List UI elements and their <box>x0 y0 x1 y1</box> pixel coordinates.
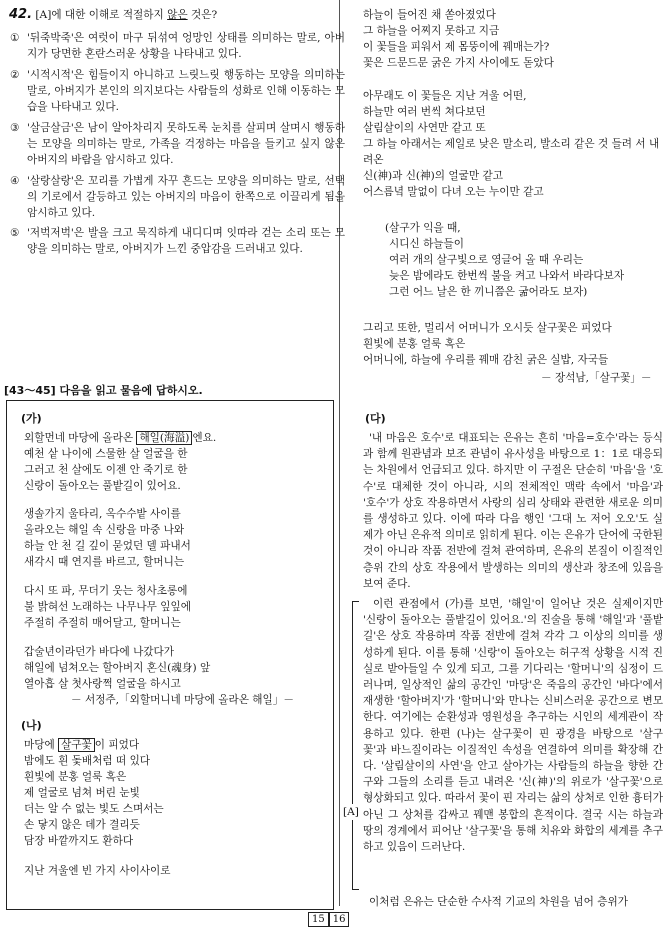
boxed-word-haeil: 해일(海溢) <box>136 431 192 445</box>
page-total: 16 <box>329 912 350 927</box>
poem-line: 흰빛에 분홍 얼룩 혹은 <box>24 771 127 783</box>
poem-line: 그러고 천 살에도 이젠 안 죽기로 한 <box>24 464 188 476</box>
question-number: 42. <box>9 7 33 22</box>
poem-line: (살구가 익을 때, <box>385 222 461 234</box>
page-indicator <box>308 912 349 928</box>
choice-text: '살랑살랑'은 꼬리를 가볍게 자꾸 흔드는 모양을 의미하는 말로, 선택의 기로에서 갈등하고 있는 아버지의 마음이 한쪽으로 이끌리게 됨을 암시하고 있다. <box>27 175 345 220</box>
poem-line: 갑술년이라던가 바다에 나갔다가 <box>24 646 175 658</box>
choice-4[interactable] <box>10 173 345 222</box>
choice-2[interactable] <box>10 67 345 116</box>
poem-line: 더는 알 수 없는 빛도 스며서는 <box>24 803 164 815</box>
poem-line: 신랑이 돌아오는 풀밭길이 있어요. <box>24 480 181 492</box>
poem-line: 시디신 하늘들이 <box>389 238 465 250</box>
bracket-label-a: [A] <box>343 804 359 820</box>
passage-box <box>6 400 334 910</box>
poem-line: 새각시 때 연지를 바르고, 할머니는 <box>24 556 185 568</box>
poem-line: 그 하늘을 어찌지 못하고 지금 <box>363 25 500 37</box>
poem-line: 예천 샅 나이에 스물한 살 얼굴을 한 <box>24 448 188 460</box>
question-stem <box>9 7 217 23</box>
choice-mark: ⑤ <box>10 227 20 239</box>
poem-line: 어스름녘 말없이 다녀 오는 누이만 같고 <box>363 186 544 198</box>
page-current: 15 <box>308 912 329 927</box>
label-na: (나) <box>21 719 42 732</box>
label-da: (다) <box>365 412 386 425</box>
paragraph-2: 이런 관점에서 (가)를 보면, '해일'이 일어난 것은 실제이지만 '신랑이 돌아오는 풀밭길이 있어요.'의 진술을 통해 '해일'과 '풀밭길'은 상호 작용하며 작품 전반에 걸쳐 각각 그 이상의 의미를 생성하게 된다. 이를 통해 '신랑'이 돌아오는 허구적 상황을 시적 진실로 받아들일 수 있게 되고, 그를 기다리는 '할머니'의 심정이 드러나며, 일상적인 삶의 공간인 '마당'은 죽음의 공간인 '바다'에서 재생한 '할아버지'가 '할머니'와 만나는 신비스러운 공간으로 변모한다. 여기에는 순환성과 영원성을 추구하는 시인의 세계관이 작용하고 있다. 한편 (나)는 살구꽃이 핀 광경을 바탕으로 '살구꽃'과 바느질이라는 이질적인 속성을 연결하여 의미를 확장해 간다. '살림살이의 사연'을 안고 살아가는 사람들의 하늘을 향한 간구와 그들의 소리를 듣고 내려온 '신(神)'의 위로가 '살구꽃'으로 형상화되고 있다. 따라서 꽃이 핀 자리는 삶의 상처로 인한 흉터가 아닌 그 상처를 갑싸고 꿰맨 봉합의 흔적이다. 결국 시는 하늘과 땅의 경계에서 피어난 '살구꽃'을 통해 치유와 화합의 세계를 추구하고 있음이 드러난다. <box>363 598 663 854</box>
stem-pre: [A]에 대한 이해로 적절하지 <box>35 9 168 21</box>
paragraph-3: 이처럼 은유는 단순한 수사적 기교의 차원을 넘어 층위가 <box>369 896 628 908</box>
stem-emphasis: 않은 <box>167 9 188 21</box>
poem-line: 해일에 넘쳐오는 할아버지 혼신(魂身) 앞 <box>24 662 211 674</box>
choice-text: '뒤죽박죽'은 여럿이 마구 뒤섞여 엉망인 상태를 의미하는 말로, 아버지가 당면한 혼란스러운 상황을 나타내고 있다. <box>27 32 345 61</box>
choice-3[interactable] <box>10 120 345 169</box>
poem-line: 다시 또 파, 무더기 웃는 청사초롱에 <box>24 585 188 597</box>
paragraph-1: '내 마음은 호수'로 대표되는 은유는 흔히 '마음=호수'라는 등식과 함께 원관념과 보조 관념이 유사성을 바탕으로 1：1로 대응되는 차원에서 언급되고 있다. 하지만 이 구절은 단순히 '마음'을 '호수'로 대체한 것이 아니라, 시의 전체적인 맥락 속에서 '마음'과 '호수'가 상호 작용하면서 사랑의 심리 상태와 관련한 새로운 의미를 생성하고 있다. 이에 따라 다음 행인 '그대 노 저어 오오'도 실제가 아닌 은유적 의미로 읽히게 된다. 이는 은유가 단어에 국한된 것이 아니라 작품 전반에 걸쳐 관여하며, 은유의 본질이 이질적인 층위 간의 상호 작용에서 발생하는 의미의 생산과 창조에 있음을 보여 준다. <box>363 432 663 590</box>
poem-line: 그런 어느 날은 한 끼니쯤은 굶어라도 보자) <box>389 286 588 298</box>
poem-line: 밤에도 흰 돛배처럼 떠 있다 <box>24 755 151 767</box>
boxed-word-salgukkot: 살구꽃 <box>58 738 95 752</box>
poem-line: 신(神)과 신(神)의 얼굴만 같고 <box>363 170 503 182</box>
poem-line: 아무래도 이 꽃들은 지난 겨울 어떤, <box>363 90 527 102</box>
poem-line: 주절히 주절히 매어달고, 할머니는 <box>24 617 181 629</box>
choice-mark: ② <box>10 69 20 81</box>
bracket-a <box>352 601 359 890</box>
poem-line: 흰빛에 분홍 얼룩 혹은 <box>363 338 466 350</box>
poem-line-wrapped: 그 하늘 아래서는 제일로 낮은 말소리, 발소리 같은 것 들려 서 내려온 <box>363 138 660 167</box>
poem-line: 담장 바깥까지도 환하다 <box>24 835 134 847</box>
poem-line: 하늘만 여러 번씩 쳐다보던 <box>363 106 486 118</box>
poem-line: 제 얼굴로 넘쳐 버린 눈빛 <box>24 787 140 799</box>
poem-line: 하늘이 들어진 채 쏟아졌었다 <box>363 9 496 21</box>
poem-line: 올라오는 해일 속 신랑을 마중 나와 <box>24 524 185 536</box>
poem-line: 열아흡 살 첫사랑쩍 얼굴을 하시고 <box>24 678 181 690</box>
choice-5[interactable] <box>10 225 345 257</box>
choice-text: '시적시적'은 힘들이지 아니하고 느릿느릿 행동하는 모양을 의미하는 말로, 아버지가 본인의 의지보다는 사람들의 성화로 인해 이동하는 모습을 나타내고 있다. <box>27 69 345 114</box>
poem-line: 여러 개의 살구빛으로 영글어 올 때 우리는 <box>389 254 584 266</box>
set-title: [43～45] 다음을 읽고 물음에 답하시오. <box>4 384 203 397</box>
poem-line: 이 꽃들을 피워서 제 몸뚱이에 꿰매는가? <box>363 41 550 53</box>
poem-line: 생솔가지 울타리, 옥수수밭 사이를 <box>24 508 181 520</box>
poem-line: 늦은 밤에라도 한번씩 불을 켜고 나와서 바라다보자 <box>389 270 625 282</box>
stem-post: 것은? <box>187 9 218 21</box>
choice-mark: ④ <box>10 175 20 187</box>
poem-line: 지난 겨울엔 빈 가지 사이사이로 <box>24 865 171 877</box>
choice-mark: ① <box>10 32 20 44</box>
choice-text: '저벅저벅'은 발을 크고 묵직하게 내디디며 잇따라 걷는 소리 또는 모양을 의미하는 말로, 아버지가 느낀 중압감을 드러내고 있다. <box>27 227 345 256</box>
poem-line: 외할먼네 마당에 올라온 해일(海溢) 엔요. <box>24 432 217 444</box>
poem-line: 손 닿지 않은 데가 결리듯 <box>24 819 140 831</box>
poem-line: 불 밝혀선 노래하는 나무나무 잎잎에 <box>24 601 191 613</box>
poem-line: 살림살이의 사연만 같고 또 <box>363 122 486 134</box>
poem-line: 하늘 안 천 길 깊이 묻었던 델 파내서 <box>24 540 191 552</box>
choice-1[interactable] <box>10 30 345 62</box>
source-ga: － 서정주,「외할머니네 마당에 올라온 해일」－ <box>71 694 294 706</box>
choice-text: '살금살금'은 남이 알아차리지 못하도록 눈치를 살피며 살며시 행동하는 모양을 의미하는 말로, 가족을 걱정하는 마음을 들키고 싶지 않은 아버지의 바람을 암시하고 있다. <box>27 122 345 167</box>
poem-line: 마당에 살구꽃 이 피었다 <box>24 739 140 751</box>
poem-line: 어머니에, 하늘에 우리를 꿰매 감친 굵은 실밥, 자국들 <box>363 354 609 366</box>
source-na: － 장석남,「살구꽃」－ <box>541 372 652 384</box>
label-ga: (가) <box>21 412 42 425</box>
poem-line: 꽃은 드문드문 굵은 가지 사이에도 돋았다 <box>363 57 554 69</box>
choice-mark: ③ <box>10 122 20 134</box>
poem-line: 그리고 또한, 멀리서 어머니가 오시듯 살구꽃은 피었다 <box>363 322 612 334</box>
